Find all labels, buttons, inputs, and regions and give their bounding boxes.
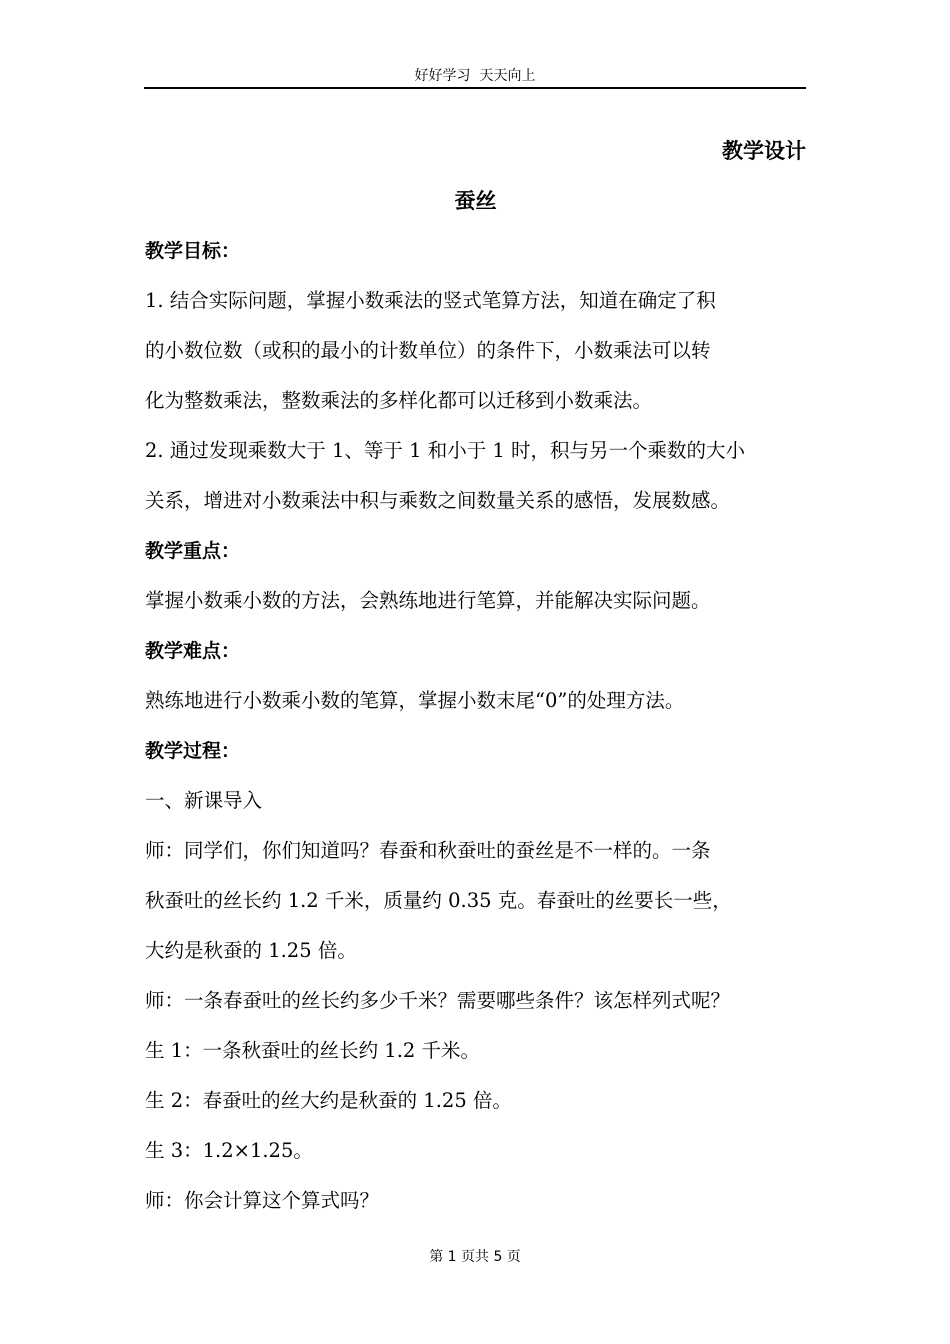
process-line: 生 3：1.2×1.25。 (145, 1139, 313, 1162)
process-line: 师：同学们，你们知道吗？春蚕和秋蚕吐的蚕丝是不一样的。一条 (145, 839, 711, 862)
document-type-label: 教学设计 (722, 139, 806, 163)
objectives-line: 1. 结合实际问题，掌握小数乘法的竖式笔算方法，知道在确定了积 (145, 289, 716, 312)
process-line: 生 2：春蚕吐的丝大约是秋蚕的 1.25 倍。 (145, 1089, 512, 1112)
difficulty-text: 熟练地进行小数乘小数的笔算，掌握小数末尾“0”的处理方法。 (145, 689, 685, 712)
key-points-text: 掌握小数乘小数的方法，会熟练地进行笔算，并能解决实际问题。 (145, 589, 711, 612)
process-line: 师：你会计算这个算式吗？ (145, 1189, 380, 1212)
objectives-line: 的小数位数（或积的最小的计数单位）的条件下，小数乘法可以转 (145, 339, 711, 362)
process-line: 生 1：一条秋蚕吐的丝长约 1.2 千米。 (145, 1039, 481, 1062)
document-title: 蚕丝 (454, 189, 497, 213)
process-heading: 教学过程： (145, 740, 241, 762)
process-line: 师：一条春蚕吐的丝长约多少千米？需要哪些条件？该怎样列式呢？ (145, 989, 731, 1012)
process-line: 秋蚕吐的丝长约 1.2 千米，质量约 0.35 克。春蚕吐的丝要长一些， (145, 889, 732, 912)
difficulty-heading: 教学难点： (145, 640, 241, 662)
process-line: 一、新课导入 (145, 789, 263, 812)
objectives-line: 2. 通过发现乘数大于 1、等于 1 和小于 1 时，积与另一个乘数的大小 (145, 439, 746, 462)
key-points-heading: 教学重点： (145, 540, 241, 562)
objectives-heading: 教学目标： (145, 240, 241, 262)
header-divider (144, 87, 806, 89)
page-footer: 第 1 页共 5 页 (429, 1249, 521, 1265)
process-line: 大约是秋蚕的 1.25 倍。 (145, 939, 357, 962)
objectives-line: 关系，增进对小数乘法中积与乘数之间数量关系的感悟，发展数感。 (145, 489, 731, 512)
page-header: 好好学习 天天向上 (414, 68, 536, 84)
document-body (145, 135, 806, 1235)
objectives-line: 化为整数乘法，整数乘法的多样化都可以迁移到小数乘法。 (145, 389, 653, 412)
